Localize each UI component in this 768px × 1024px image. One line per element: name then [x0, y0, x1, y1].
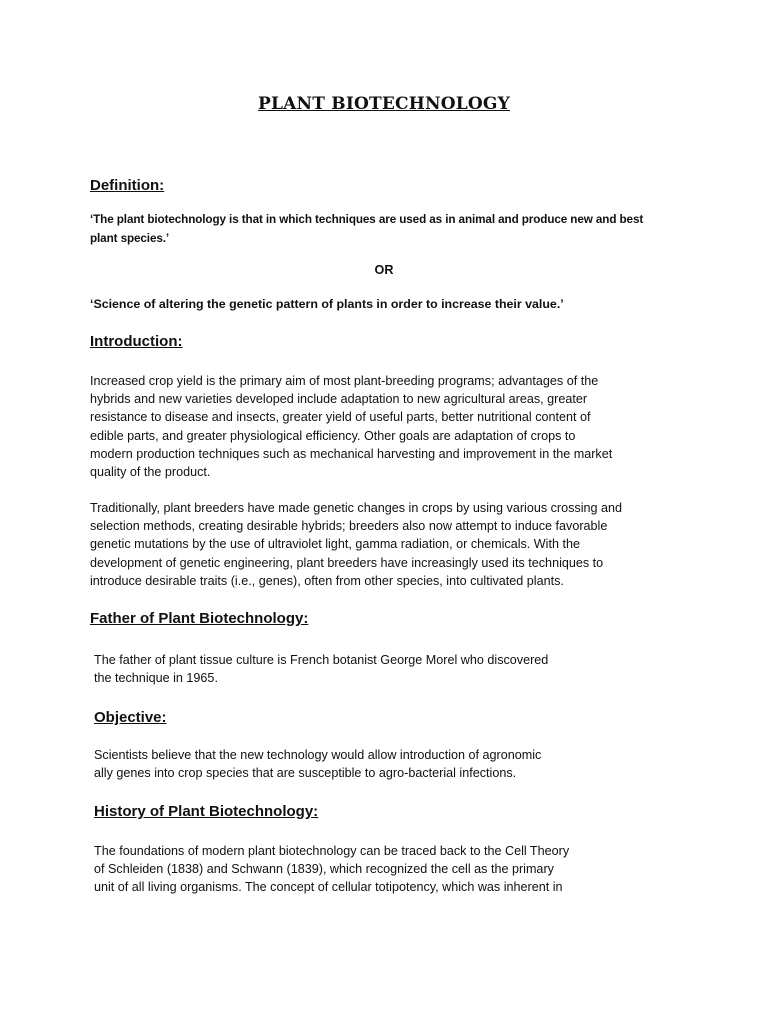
- text-line: hybrids and new varieties developed include adaptation to new agricultural areas, greater: [90, 392, 588, 407]
- text-line: plant species.’: [90, 232, 170, 245]
- text-line: Increased crop yield is the primary aim of most plant-breeding programs; advantages of the: [90, 374, 599, 388]
- text-line: introduce desirable traits (i.e., genes), often from other species, into cultivated plants.: [90, 573, 564, 588]
- history-heading: History of Plant Biotechnology:: [94, 803, 319, 820]
- definition-text-2: [90, 295, 564, 313]
- history-text: [94, 842, 569, 897]
- introduction-heading: Introduction:: [90, 333, 183, 350]
- page-title: PLANT BIOTECHNOLOGY: [258, 94, 510, 114]
- text-line: Traditionally, plant breeders have made genetic changes in crops by using various crossing and: [90, 501, 623, 515]
- text-line: resistance to disease and insects, greater yield of useful parts, better nutritional content of: [90, 410, 591, 425]
- text-line: ‘The plant biotechnology is that in which techniques are used as in animal and produce new and best: [90, 213, 644, 226]
- text-line: ally genes into crop species that are susceptible to agro-bacterial infections.: [94, 766, 517, 781]
- text-line: the technique in 1965.: [94, 671, 218, 686]
- or-separator: OR: [374, 263, 394, 277]
- definition-text-1: [90, 210, 643, 248]
- text-line: of Schleiden (1838) and Schwann (1839), which recognized the cell as the primary: [94, 862, 554, 877]
- father-heading: Father of Plant Biotechnology:: [90, 610, 309, 627]
- text-line: selection methods, creating desirable hybrids; breeders also now attempt to induce favorable: [90, 519, 608, 534]
- text-line: quality of the product.: [90, 465, 211, 480]
- text-line: Scientists believe that the new technology would allow introduction of agronomic: [94, 748, 542, 762]
- introduction-paragraph-2: [90, 499, 622, 590]
- text-line: edible parts, and greater physiological efficiency. Other goals are adaptation of crops to: [90, 428, 576, 443]
- introduction-paragraph-1: [90, 372, 612, 481]
- definition-heading: Definition:: [90, 177, 165, 194]
- text-line: The foundations of modern plant biotechnology can be traced back to the Cell Theory: [94, 844, 570, 858]
- objective-heading: Objective:: [94, 709, 167, 726]
- text-line: genetic mutations by the use of ultraviolet light, gamma radiation, or chemicals. With the: [90, 537, 580, 552]
- father-text: [94, 651, 548, 687]
- objective-text: [94, 746, 541, 782]
- text-line: unit of all living organisms. The concept of cellular totipotency, which was inherent in: [94, 880, 563, 895]
- text-line: development of genetic engineering, plant breeders have increasingly used its techniques to: [90, 555, 604, 570]
- text-line: The father of plant tissue culture is French botanist George Morel who discovered: [94, 653, 549, 667]
- text-line: ‘Science of altering the genetic pattern of plants in order to increase their value.’: [90, 297, 564, 311]
- text-line: modern production techniques such as mechanical harvesting and improvement in the market: [90, 446, 613, 461]
